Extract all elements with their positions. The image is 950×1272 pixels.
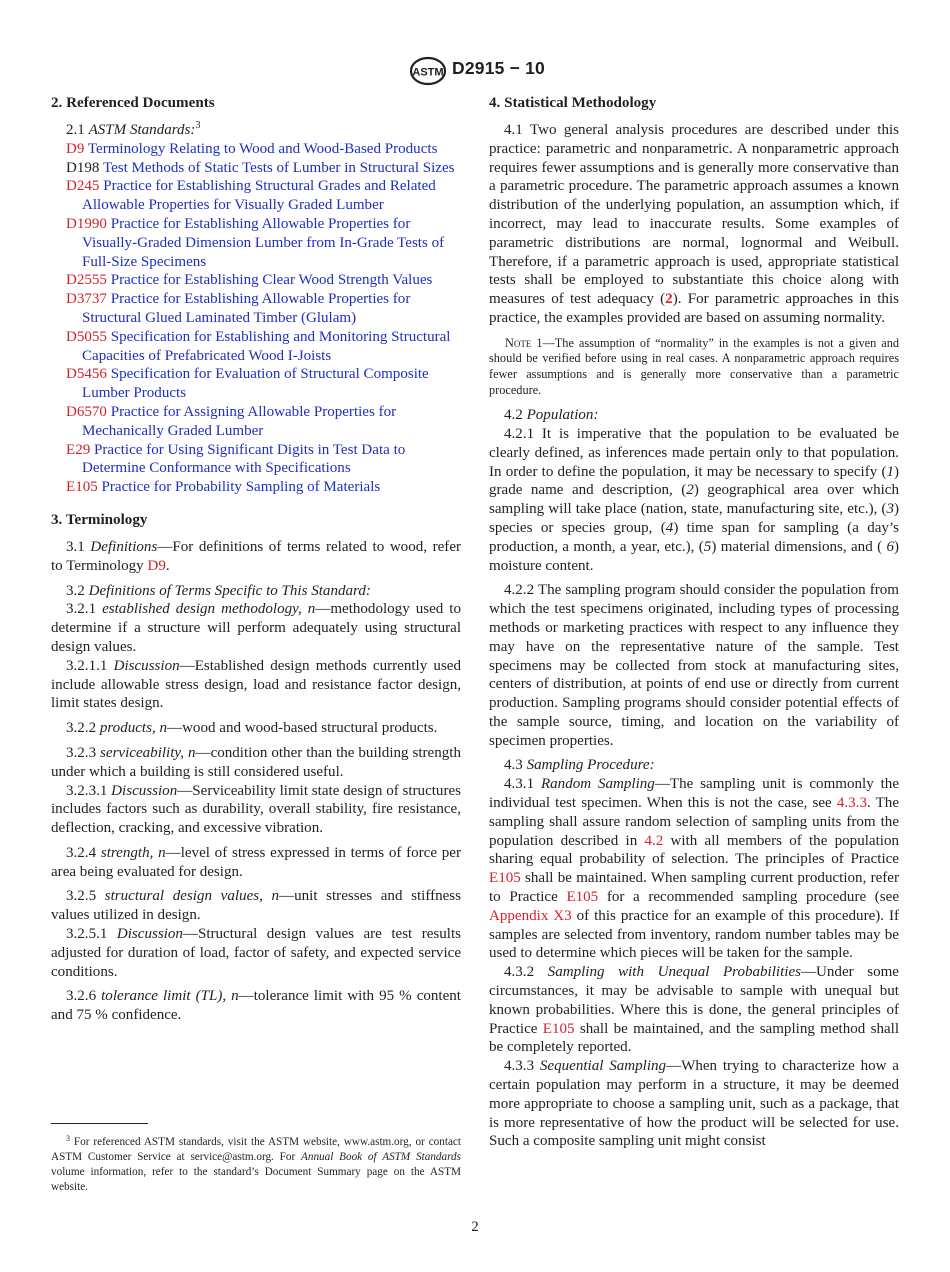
para-3-2-6: 3.2.6 tolerance limit (TL), n—tolerance limit with 95 % content and 75 % confidence. (51, 988, 461, 1024)
reference-title-link[interactable]: Practice for Establishing Structural Grades and Related Allowable Properties for Visually Graded Lumber (82, 178, 436, 214)
reference-title-link[interactable]: Practice for Establishing Clear Wood Strength Values (110, 272, 433, 289)
reference-item (51, 441, 461, 479)
reference-code-link: D198 (66, 159, 100, 176)
reference-item (51, 365, 461, 403)
reference-item (51, 403, 461, 441)
reference-item (51, 328, 461, 366)
reference-item (51, 290, 461, 328)
reference-code-link[interactable]: D9 (66, 140, 85, 157)
reference-title-link[interactable]: Specification for Evaluation of Structural Composite Lumber Products (82, 366, 429, 402)
reference-code-link[interactable]: D245 (66, 178, 100, 195)
reference-item (51, 177, 461, 215)
para-3-2-5: 3.2.5 structural design values, n—unit stresses and stiffness values utilized in design. (51, 888, 462, 924)
footnote-rule (51, 1123, 148, 1124)
right-column (489, 94, 899, 1151)
para-2-1: 2.1 ASTM Standards:$^3$ (66, 119, 201, 138)
para-3-2-4: 3.2.4 strength, n—level of stress expressed in terms of force per area being evaluated for design. (51, 844, 461, 880)
para-3-2-3-1: 3.2.3.1 Discussion—Serviceability limit state design of structures includes factors such as durability, overall stability, fire resistance, deflection, cracking, and excessive vibration. (51, 782, 461, 837)
para-3-1: 3.1 Definitions—For definitions of terms related to wood, refer to Terminology D9. (51, 538, 462, 574)
para-4-1: 4.1 Two general analysis procedures are described under this practice: parametric and nonparametric. A nonparametric approach requires fewer assumptions and is generally more conservative than a parametric procedure. The parametric approach assumes a known distribution of the underlying population, an assumption which, if incorrect, may lead to inaccurate results. Some examples of parametric distributions are normal, lognormal and Weibull. Therefore, if a parametric approach is used, appropriate statistical tests shall be employed to substantiate this choice along with measures of test adequacy (2). For parametric approaches in this practice, the examples provided are based on assuming normality. (489, 122, 899, 326)
para-4-3-3: 4.3.3 Sequential Sampling—When trying to characterize how a certain population may perform in a structure, it may be deemed more appropriate to choose a sampling unit, such as a package, that is more representative of how the product will be selected for use. Such a composite sampling unit might consist (489, 1058, 899, 1150)
reference-title-link[interactable]: Practice for Establishing Allowable Properties for Visually-Graded Dimension Lumber from In-Grade Tests of Full-Size Specimens (82, 215, 445, 270)
link-4-2[interactable]: 4.2 (644, 832, 664, 849)
section-4-heading: 4. Statistical Methodology (489, 95, 657, 111)
reference-item (51, 478, 461, 497)
svg-text:ASTM: ASTM (412, 66, 444, 79)
reference-code-link[interactable]: D2555 (66, 272, 107, 289)
reference-code-link[interactable]: E29 (66, 441, 91, 458)
reference-code-link[interactable]: D3737 (66, 291, 107, 308)
para-4-2-2: 4.2.2 The sampling program should consider the population from which the test specimens originated, including types of processing methods or marketing practices with respect to any influence they may have on the representative nature of the sample. Test specimens may be collected from stock at manufacturing sites, centers of distribution, at points of end use or directly from current production. Sampling programs should consider potential effects of the sample source, timing, and location on the variability of specimen properties. (489, 582, 899, 749)
reference-title-link[interactable]: Test Methods of Static Tests of Lumber in Structural Sizes (102, 159, 455, 176)
reference-title-link[interactable]: Practice for Establishing Allowable Properties for Structural Glued Laminated Timber (Glulam) (82, 291, 411, 326)
link-e105[interactable]: E105 (489, 870, 521, 887)
astm-logo-icon (409, 56, 447, 86)
link-appendix-x3[interactable]: Appendix X3 (489, 907, 572, 924)
note-1: Note 1—The assumption of “normality” in the examples is not a given and should be verified before using in real cases. A nonparametric approach requires fewer assumptions and is generally more conservative than a parametric procedure. (489, 335, 899, 397)
reference-title-link[interactable]: Practice for Probability Sampling of Materials (101, 479, 381, 496)
reference-title-link[interactable]: Terminology Relating to Wood and Wood-Based Products (87, 140, 438, 157)
para-4-2: 4.2 Population: (504, 407, 599, 424)
reference-code-link[interactable]: D6570 (66, 403, 107, 420)
page-header (0, 56, 950, 88)
reference-item (51, 140, 461, 159)
reference-code-link[interactable]: D5456 (66, 366, 107, 383)
ref-2-link[interactable]: 2 (665, 291, 673, 308)
reference-code-link[interactable]: D5055 (66, 328, 107, 345)
para-3-2-2: 3.2.2 products, n—wood and wood-based structural products. (66, 720, 438, 737)
section-3-heading: 3. Terminology (51, 511, 148, 528)
footnote-3: $^3$ For referenced ASTM standards, visit the ASTM website, www.astm.org, or contact ASTM Customer Service at service@astm.org. For Annual Book of ASTM Standards volume information, refer to the standard’s Document Summary page on the ASTM website. (51, 1134, 461, 1194)
reference-title-link[interactable]: Specification for Establishing and Monitoring Structural Capacities of Prefabricated Wood I-Joists (82, 328, 451, 364)
reference-item (51, 159, 461, 178)
para-3-2-5-1: 3.2.5.1 Discussion—Structural design values are test results adjusted for duration of load, factor of safety, and expected service conditions. (51, 926, 461, 980)
reference-title-link[interactable]: Practice for Using Significant Digits in Test Data to Determine Conformance with Specifications (82, 441, 406, 477)
link-e105[interactable]: E105 (542, 1020, 575, 1037)
standard-designation: D2915 − 10 (452, 58, 545, 78)
section-2-heading: 2. Referenced Documents (51, 95, 215, 111)
para-3-2-3: 3.2.3 serviceability, n—condition other than the building strength under which a building is still considered useful. (51, 744, 461, 780)
referenced-documents-list (51, 140, 461, 497)
link-d9[interactable]: D9 (147, 557, 166, 574)
link-e105[interactable]: E105 (566, 889, 599, 906)
left-column (51, 94, 461, 1025)
reference-code-link[interactable]: E105 (66, 479, 98, 496)
para-3-2: 3.2 Definitions of Terms Specific to This Standard: (66, 582, 371, 599)
para-4-2-1: 4.2.1 It is imperative that the population to be evaluated be clearly defined, as inferences made pertain only to that population. In order to define the population, it may be necessary to specify (1) grade name and description, (2) geographical area over which sampling will take place (nation, state, manufacturing site, etc.), (3) species or species group, (4) time span for sampling (a day’s production, a month, a year, etc.), (5) material dimensions, and ( 6) moisture content. (489, 425, 899, 574)
para-4-3-1: 4.3.1 Random Sampling—The sampling unit is commonly the individual test specimen. When this is not the case, see 4.3.3. The sampling shall assure random selection of sampling units from the population described in 4.2 with all members of the population sharing equal probability of selection. The principles of Practice E105 shall be maintained. When sampling current production, refer to Practice E105 for a recommended sampling procedure (see Appendix X3 of this practice for an example of this procedure). If samples are selected from inventory, random number tables may be used to determine which pieces will be taken for the sample. (489, 776, 900, 962)
reference-title-link[interactable]: Practice for Assigning Allowable Properties for Mechanically Graded Lumber (82, 403, 397, 439)
link-4-3-3[interactable]: 4.3.3 (836, 795, 867, 812)
para-3-2-1: 3.2.1 established design methodology, n—methodology used to determine if a structure will perform adequately using structural design values. (51, 601, 461, 655)
para-4-3-2: 4.3.2 Sampling with Unequal Probabilities—Under some circumstances, it may be advisable to sample with unequal but known probabilities. Where this is done, the general principles of Practice E105 shall be maintained, and the sampling method shall be completely reported. (489, 964, 900, 1056)
reference-code-link[interactable]: D1990 (66, 215, 107, 232)
reference-item (51, 271, 461, 290)
para-3-2-1-1: 3.2.1.1 Discussion—Established design methods currently used include allowable stress design, load and resistance factor design, limit states design. (51, 657, 461, 712)
page-number: 2 (471, 1219, 479, 1235)
para-4-3: 4.3 Sampling Procedure: (504, 757, 655, 774)
reference-item (51, 215, 461, 271)
